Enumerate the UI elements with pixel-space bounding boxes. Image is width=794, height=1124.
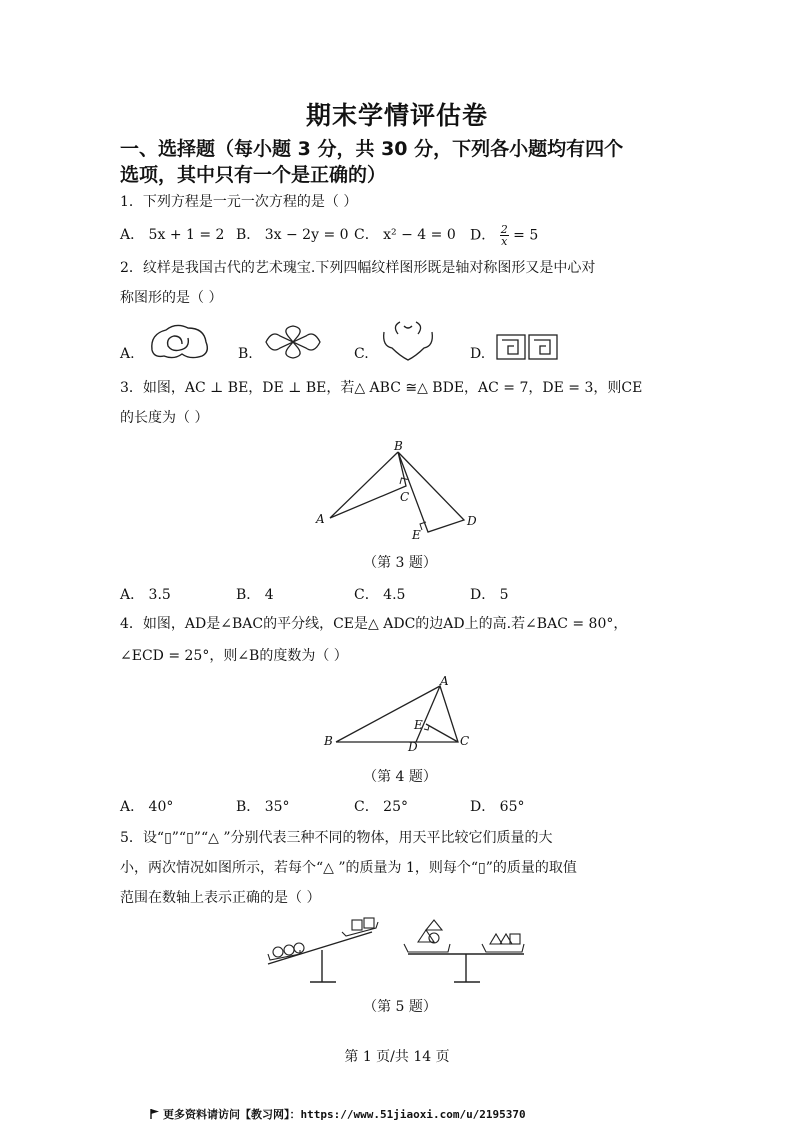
- section-heading-line1: 一、选择题（每小题 3 分，共 30 分，下列各小题均有四个: [120, 138, 624, 160]
- q1-option-b: B． 3x − 2y = 0: [236, 227, 349, 243]
- q5-line3: 范围在数轴上表示正确的是（ ）: [120, 890, 321, 906]
- q1-option-a: A． 5x + 1 = 2: [120, 227, 225, 243]
- q1-fraction: [500, 224, 509, 247]
- q4-option-a: A． 40°: [120, 799, 174, 815]
- q5-line1: 5．设“▯”“▯”“△ ”分别代表三种不同的物体，用天平比较它们质量的大: [120, 830, 553, 846]
- q5-caption: （第 5 题）: [363, 999, 437, 1015]
- q4-option-b: B． 35°: [236, 799, 290, 815]
- q3-label-c: C: [400, 490, 410, 504]
- q2-options: [120, 316, 580, 366]
- q1-fraction-numerator: 2: [500, 223, 508, 236]
- pattern-a-icon: [146, 320, 216, 362]
- q1-text: 1．下列方程是一元一次方程的是（ ）: [120, 194, 358, 210]
- promo-text[interactable]: 更多资料请访问【教习网】：https://www.51jiaoxi.com/u/2195370: [163, 1108, 526, 1121]
- q2-option-c: C.: [354, 346, 369, 362]
- q3-label-d: D: [467, 514, 477, 528]
- pattern-c-icon: [378, 316, 438, 362]
- section-heading-line2: 选项，其中只有一个是正确的）: [120, 164, 387, 186]
- q3-line2: 的长度为（ ）: [120, 410, 209, 426]
- q1-option-d: [470, 224, 538, 247]
- q3-label-a: A: [316, 512, 325, 526]
- pattern-b-icon: [262, 322, 324, 362]
- q4-options: [120, 796, 580, 816]
- q3-label-b: B: [394, 439, 403, 453]
- q3-option-d: D． 5: [470, 587, 509, 603]
- q4-option-d: D． 65°: [470, 799, 525, 815]
- q4-label-e: E: [414, 718, 423, 732]
- page-number: 第 1 页/共 14 页: [344, 1049, 450, 1065]
- q3-label-e: E: [412, 528, 421, 542]
- q3-options: [120, 584, 580, 604]
- q4-label-a: A: [440, 674, 449, 688]
- q4-label-b: B: [324, 734, 333, 748]
- q3-option-c: C． 4.5: [354, 587, 406, 603]
- q2-line1: 2．纹样是我国古代的艺术瑰宝.下列四幅纹样图形既是轴对称图形又是中心对: [120, 260, 596, 276]
- q2-option-a: A.: [120, 346, 135, 362]
- q4-label-c: C: [460, 734, 470, 748]
- q3-option-a: A． 3.5: [120, 587, 171, 603]
- q5-line2: 小，两次情况如图所示，若每个“△ ”的质量为 1，则每个“▯”的质量的取值: [120, 860, 577, 876]
- pattern-d-icon: [496, 334, 558, 360]
- q2-option-d: D.: [470, 346, 486, 362]
- flag-icon: [150, 1109, 159, 1119]
- q4-option-c: C． 25°: [354, 799, 408, 815]
- q1-fraction-denominator: x: [501, 235, 508, 248]
- q4-caption: （第 4 题）: [363, 769, 437, 785]
- q1-options: [120, 224, 680, 248]
- q1-option-c: C． x² − 4 = 0: [354, 227, 456, 243]
- page-title: 期末学情评估卷: [305, 101, 488, 130]
- q2-line2: 称图形的是（ ）: [120, 290, 223, 306]
- q1-option-d-suffix: = 5: [513, 227, 539, 244]
- q3-caption: （第 3 题）: [363, 555, 437, 571]
- q2-option-b: B.: [238, 346, 253, 362]
- q3-option-b: B． 4: [236, 587, 274, 603]
- q4-line2: ∠ECD = 25°，则∠B的度数为（ ）: [120, 648, 348, 664]
- promo-line[interactable]: [150, 1106, 526, 1122]
- q4-figure: [320, 676, 480, 756]
- q4-line1: 4．如图，AD是∠BAC的平分线，CE是△ ADC的边AD上的高.若∠BAC = 80°，: [120, 616, 628, 632]
- q3-line1: 3．如图，AC ⊥ BE，DE ⊥ BE，若△ ABC ≅△ BDE，AC = 7，DE = 3，则CE: [120, 380, 643, 396]
- q4-label-d: D: [408, 740, 418, 754]
- q1-option-d-prefix: D．: [470, 227, 496, 244]
- q5-balance-figure: [260, 914, 550, 990]
